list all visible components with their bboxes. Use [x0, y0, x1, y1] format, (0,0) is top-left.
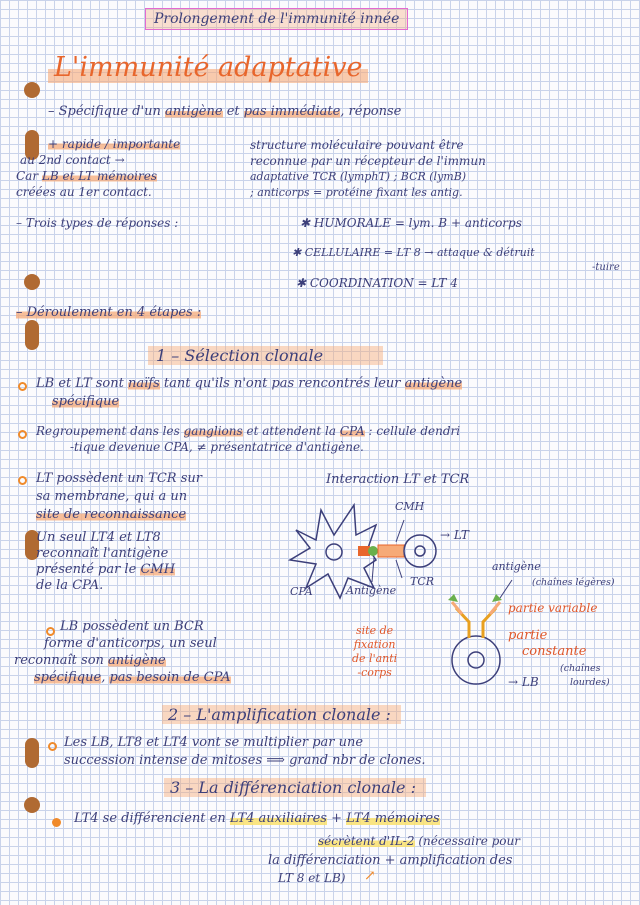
- binder-hole-3: [24, 274, 40, 290]
- label-partie-constante: partie constante: [508, 628, 587, 659]
- label-antigene: Antigène: [346, 584, 397, 597]
- page-title: Prolongement de l'immunité innée: [145, 8, 408, 30]
- label-ab-antigene: antigène: [492, 560, 541, 573]
- step2-b1: Les LB, LT8 et LT4 vont se multiplier par une: [64, 735, 364, 750]
- intro-crees: créées au 1er contact.: [16, 185, 152, 199]
- antigene-definition: structure moléculaire pouvant être reconnue par un récepteur de l'immun adaptative TCR (lymphT) ; BCR (lymB) ; anticorps = protéine fixant les antig.: [250, 138, 486, 199]
- step2-b2: succession intense de mitoses ⟹ grand nbr de clones.: [64, 753, 426, 768]
- type-humorale: ✱ HUMORALE = lym. B + anticorps: [300, 216, 522, 230]
- step1-b3: LT possèdent un TCR sur sa membrane, qui a un site de reconnaissance: [36, 471, 202, 522]
- label-site-fixation: site de fixation de l'anti -corps: [352, 624, 398, 679]
- label-lb: → LB: [508, 675, 539, 689]
- step2-title: 2 – L'amplification clonale :: [162, 705, 401, 724]
- type-coordination: ✱ COORDINATION = LT 4: [296, 276, 458, 290]
- intro-car: Car LB et LT mémoires: [16, 169, 157, 183]
- step1-b2: Regroupement dans les ganglions et attendent la CPA : cellule dendri: [36, 424, 461, 438]
- antigen-icon: [368, 546, 378, 556]
- bullet-icon: [18, 476, 27, 485]
- step1-b5: LB possèdent un BCR forme d'anticorps, un seul reconnaît son antigène spécifique, pas besoin de CPA: [14, 619, 231, 685]
- step1-title: 1 – Sélection clonale: [148, 346, 383, 365]
- cpa-nucleus-icon: [326, 544, 342, 560]
- lb-cell-icon: [452, 636, 500, 684]
- label-chaines-legeres: (chaînes légères): [532, 577, 615, 588]
- arrow-icon: ↗: [364, 868, 376, 884]
- type-cellulaire: ✱ CELLULAIRE = LT 8 → attaque & détruit: [292, 246, 535, 259]
- label-partie-variable: partie variable: [508, 601, 598, 615]
- label-chaines-lourdes: (chaînes lourdes): [560, 663, 610, 688]
- binder-hole-4: [25, 320, 39, 350]
- step1-p4: Un seul LT4 et LT8 reconnaît l'antigène présenté par le CMH de la CPA.: [36, 530, 176, 593]
- lt-nucleus-icon: [415, 546, 425, 556]
- step3-b2: sécrètent d'IL-2 (nécessaire pour: [318, 834, 520, 848]
- deroulement-heading: – Déroulement en 4 étapes :: [16, 305, 202, 320]
- bullet-icon: [52, 818, 61, 827]
- binder-hole-1: [24, 82, 40, 98]
- section-title: L'immunité adaptative: [48, 52, 368, 83]
- label-cpa: CPA: [290, 585, 313, 598]
- lt-cell-icon: [404, 535, 436, 567]
- bullet-icon: [18, 430, 27, 439]
- diagram-title: Interaction LT et TCR: [326, 472, 470, 487]
- step3-b1: LT4 se différencient en LT4 auxiliaires + LT4 mémoires: [74, 811, 440, 826]
- binder-hole-7: [24, 797, 40, 813]
- type-cellulaire-cont: -tuire: [592, 262, 620, 273]
- step1-b2-cont: -tique devenue CPA, ≠ présentatrice d'antigène.: [70, 440, 364, 454]
- bullet-icon: [48, 742, 57, 751]
- types-label: – Trois types de réponses :: [16, 216, 179, 230]
- intro-rapide: + rapide / importante: [48, 137, 181, 151]
- label-lt: → LT: [440, 528, 469, 542]
- step1-b1-cont: spécifique: [52, 394, 120, 409]
- intro-second-contact: au 2nd contact →: [20, 153, 125, 167]
- binder-hole-6: [25, 738, 39, 768]
- tcr-icon: [378, 545, 404, 557]
- bullet-icon: [18, 382, 27, 391]
- step3-b3: la différenciation + amplification des: [268, 853, 513, 868]
- intro-line-1: – Spécifique d'un antigène et pas immédiate, réponse: [48, 104, 402, 119]
- step3-title: 3 – La différenciation clonale :: [164, 778, 426, 797]
- step3-b4: LT 8 et LB): [278, 871, 346, 885]
- label-tcr: TCR: [410, 575, 435, 588]
- step1-b1: LB et LT sont naïfs tant qu'ils n'ont pas rencontrés leur antigène: [36, 376, 463, 391]
- lb-nucleus-icon: [468, 652, 484, 668]
- label-cmh: CMH: [395, 500, 425, 513]
